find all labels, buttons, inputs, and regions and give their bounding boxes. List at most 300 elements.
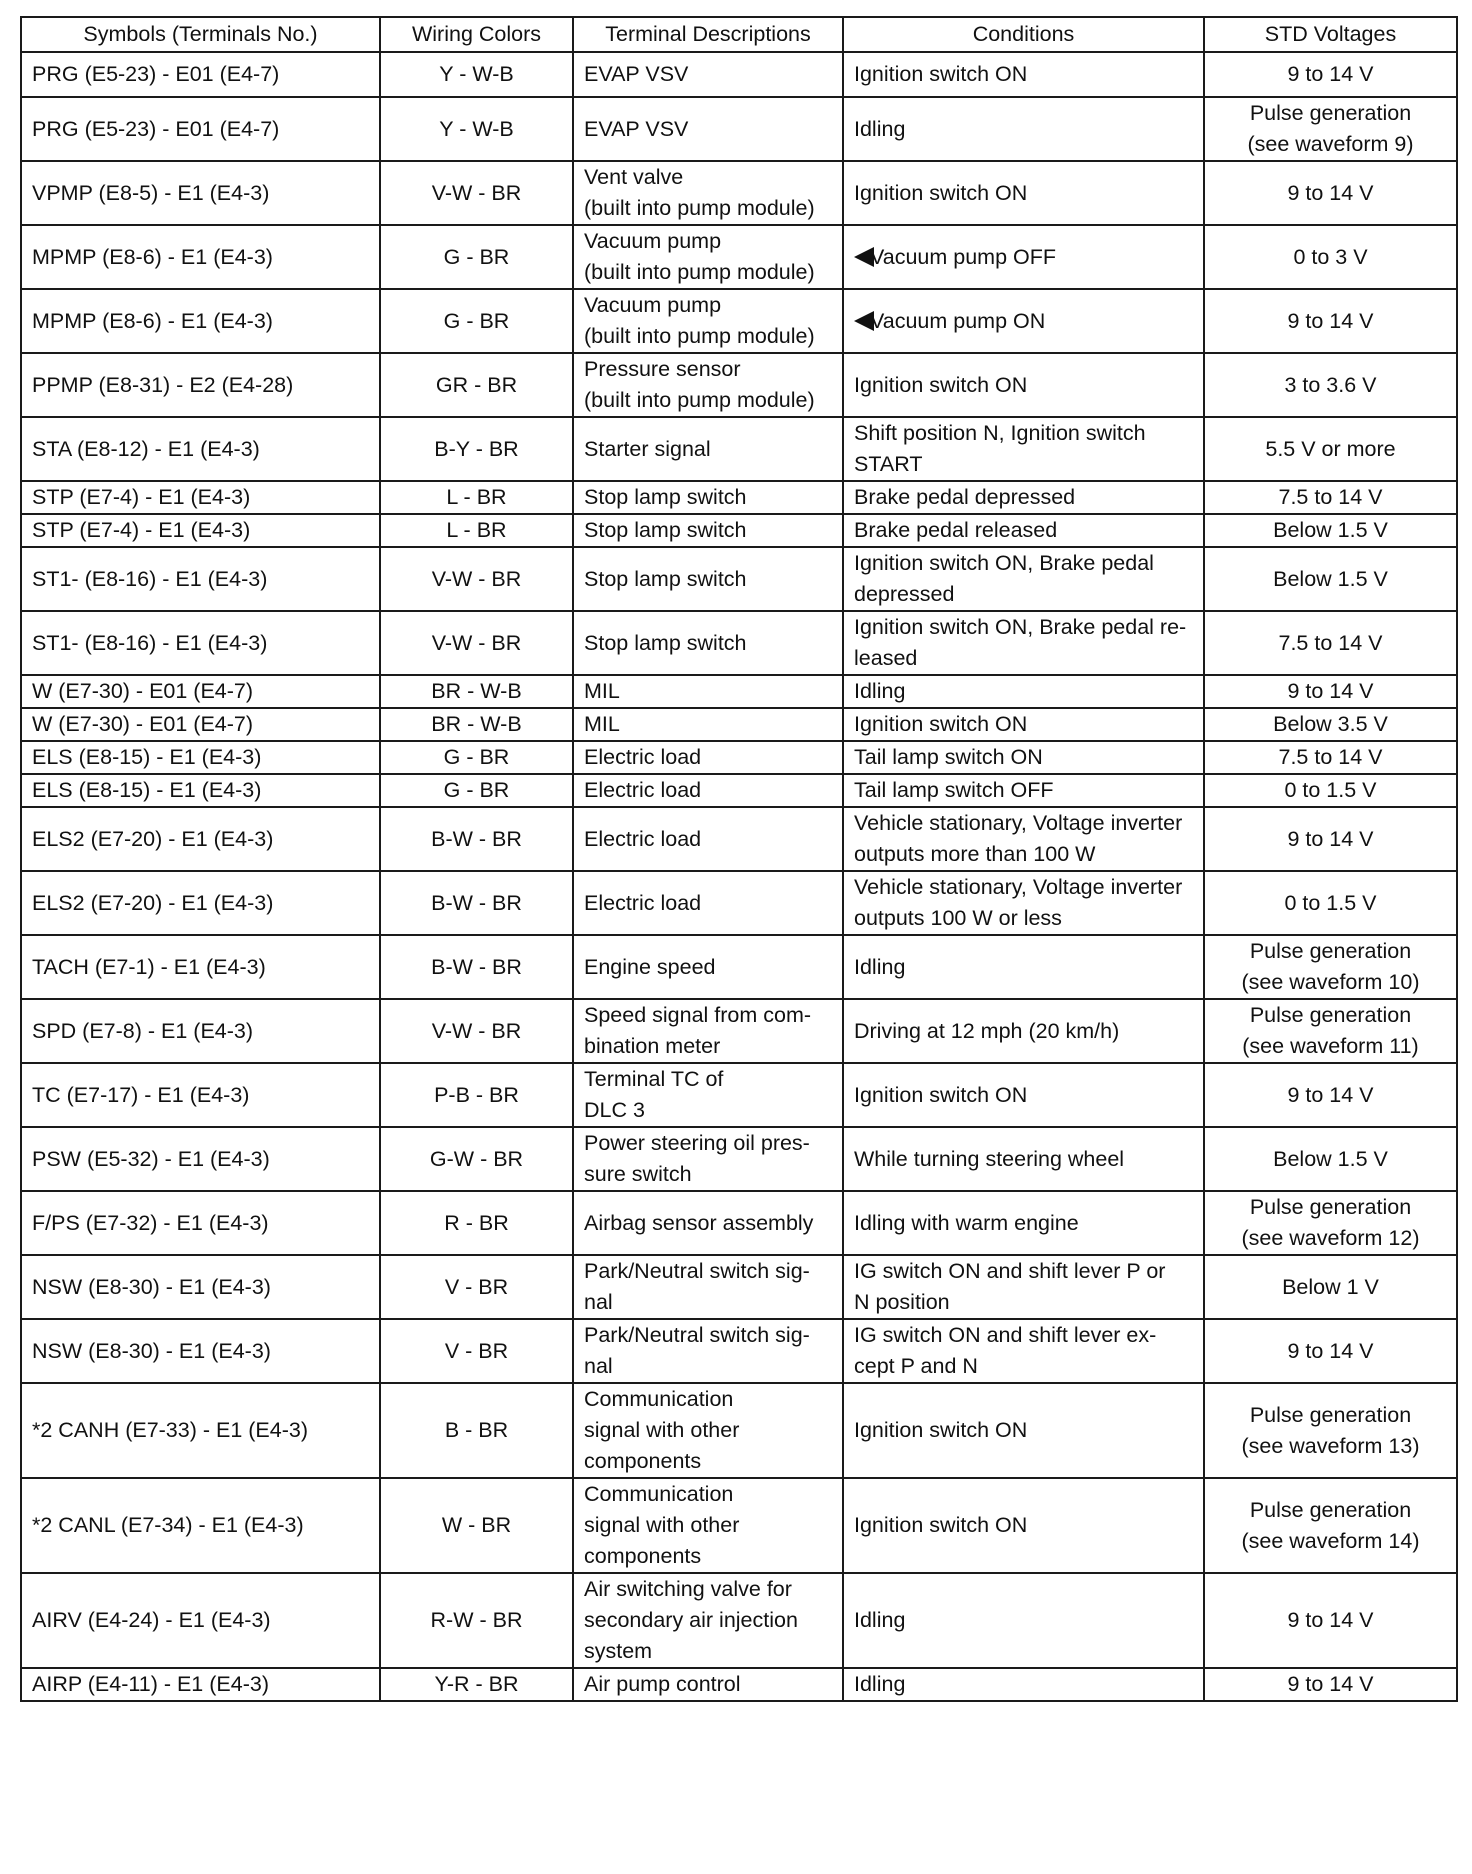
std-voltage-cell	[1204, 1668, 1457, 1701]
symbol-cell-text: STP (E7-4) - E1 (E4-3)	[32, 518, 251, 542]
condition-cell	[843, 1127, 1204, 1191]
std-voltage-cell-text: Below 1.5 V	[1273, 518, 1388, 542]
description-cell-text: Stop lamp switch	[584, 630, 747, 655]
std-voltage-cell-text: Below 1 V	[1282, 1274, 1379, 1299]
table-row	[21, 97, 1457, 161]
symbol-cell	[21, 97, 380, 161]
wiring-color-cell	[380, 1319, 573, 1383]
std-voltage-cell	[1204, 708, 1457, 741]
wiring-color-cell-text: G - BR	[443, 244, 510, 269]
description-cell	[573, 708, 843, 741]
std-voltage-cell-text: 9 to 14 V	[1287, 826, 1374, 851]
symbol-cell	[21, 871, 380, 935]
std-voltage-cell	[1204, 289, 1457, 353]
description-cell	[573, 999, 843, 1063]
symbol-cell-text: TACH (E7-1) - E1 (E4-3)	[32, 954, 266, 979]
wiring-color-cell	[380, 935, 573, 999]
wiring-color-cell	[380, 1191, 573, 1255]
std-voltage-cell-text: Below 1.5 V	[1273, 566, 1388, 591]
table-body	[21, 52, 1457, 1701]
condition-cell	[843, 289, 1204, 353]
description-cell	[573, 514, 843, 547]
symbol-cell-text: ELS (E8-15) - E1 (E4-3)	[32, 778, 262, 802]
wiring-color-cell	[380, 807, 573, 871]
symbol-cell-text: NSW (E8-30) - E1 (E4-3)	[32, 1338, 271, 1363]
condition-cell	[843, 611, 1204, 675]
description-cell	[573, 481, 843, 514]
description-cell-text: Stop lamp switch	[584, 566, 747, 591]
description-cell-text: Park/Neutral switch sig- nal	[584, 1259, 810, 1314]
symbol-cell-text: W (E7-30) - E01 (E4-7)	[32, 679, 254, 703]
std-voltage-cell	[1204, 741, 1457, 774]
std-voltage-cell	[1204, 547, 1457, 611]
header-wiring-colors: Wiring Colors	[380, 17, 573, 52]
condition-cell-text: Ignition switch ON	[854, 62, 1028, 86]
description-cell-text: Stop lamp switch	[584, 485, 747, 509]
condition-cell-text: Ignition switch ON	[854, 1082, 1028, 1107]
std-voltage-cell	[1204, 97, 1457, 161]
condition-cell-text: Vacuum pump ON	[870, 308, 1046, 333]
table-row	[21, 161, 1457, 225]
symbol-cell-text: ELS2 (E7-20) - E1 (E4-3)	[32, 826, 274, 851]
symbol-cell	[21, 1319, 380, 1383]
description-cell-text: Air switching valve for secondary air injection system	[584, 1577, 798, 1663]
condition-cell-text: Ignition switch ON	[854, 372, 1028, 397]
wiring-color-cell-text: Y - W-B	[439, 116, 514, 141]
wiring-color-cell-text: B-W - BR	[431, 890, 522, 915]
std-voltage-cell-text: Pulse generation (see waveform 10)	[1241, 939, 1420, 994]
table-row	[21, 481, 1457, 514]
symbol-cell	[21, 774, 380, 807]
table-row	[21, 1191, 1457, 1255]
std-voltage-cell	[1204, 225, 1457, 289]
symbol-cell-text: *2 CANL (E7-34) - E1 (E4-3)	[32, 1513, 304, 1537]
wiring-color-cell-text: G - BR	[443, 778, 510, 802]
description-cell	[573, 1127, 843, 1191]
std-voltage-cell-text: 7.5 to 14 V	[1278, 745, 1383, 769]
condition-cell-text: Vehicle stationary, Voltage inverter outputs 100 W or less	[854, 875, 1183, 930]
wiring-color-cell-text: Y-R - BR	[434, 1672, 519, 1696]
condition-cell	[843, 52, 1204, 97]
header-terminal-descriptions: Terminal Descriptions	[573, 17, 843, 52]
description-cell	[573, 1191, 843, 1255]
std-voltage-cell-text: Pulse generation (see waveform 9)	[1247, 101, 1414, 156]
condition-cell	[843, 1478, 1204, 1573]
description-cell	[573, 871, 843, 935]
description-cell	[573, 741, 843, 774]
std-voltage-cell	[1204, 1383, 1457, 1478]
table-row	[21, 935, 1457, 999]
symbol-cell-text: ST1- (E8-16) - E1 (E4-3)	[32, 566, 268, 591]
wiring-color-cell	[380, 741, 573, 774]
condition-cell-text: Brake pedal released	[854, 518, 1058, 542]
condition-cell-text: Idling	[854, 116, 906, 141]
wiring-color-cell	[380, 161, 573, 225]
description-cell-text: Air pump control	[584, 1672, 741, 1696]
symbol-cell	[21, 675, 380, 708]
description-cell-text: Park/Neutral switch sig- nal	[584, 1323, 810, 1378]
description-cell-text: Pressure sensor (built into pump module)	[584, 357, 815, 412]
wiring-color-cell-text: W - BR	[441, 1513, 512, 1537]
symbol-cell	[21, 1191, 380, 1255]
condition-cell	[843, 675, 1204, 708]
symbol-cell-text: AIRP (E4-11) - E1 (E4-3)	[32, 1672, 269, 1696]
wiring-color-cell	[380, 289, 573, 353]
symbol-cell-text: TC (E7-17) - E1 (E4-3)	[32, 1082, 250, 1107]
table-row	[21, 289, 1457, 353]
wiring-color-cell-text: V - BR	[444, 1338, 509, 1363]
std-voltage-cell-text: 5.5 V or more	[1265, 436, 1396, 461]
std-voltage-cell	[1204, 1319, 1457, 1383]
symbol-cell	[21, 935, 380, 999]
symbol-cell	[21, 1255, 380, 1319]
description-cell-text: Stop lamp switch	[584, 518, 747, 542]
header-symbols: Symbols (Terminals No.)	[21, 17, 380, 52]
symbol-cell	[21, 225, 380, 289]
symbol-cell	[21, 514, 380, 547]
table-row	[21, 225, 1457, 289]
description-cell	[573, 1319, 843, 1383]
table-row	[21, 741, 1457, 774]
wiring-color-cell-text: Y - W-B	[439, 62, 514, 86]
std-voltage-cell-text: 9 to 14 V	[1287, 62, 1374, 86]
condition-cell	[843, 1255, 1204, 1319]
description-cell	[573, 1063, 843, 1127]
condition-cell-text: Ignition switch ON	[854, 1513, 1028, 1537]
condition-cell	[843, 741, 1204, 774]
condition-cell-text: Tail lamp switch OFF	[854, 778, 1054, 802]
condition-cell-text: Ignition switch ON, Brake pedal depressed	[854, 551, 1154, 606]
symbol-cell	[21, 1668, 380, 1701]
wiring-color-cell	[380, 514, 573, 547]
std-voltage-cell	[1204, 774, 1457, 807]
description-cell-text: Electric load	[584, 745, 702, 769]
table-row	[21, 514, 1457, 547]
symbol-cell	[21, 481, 380, 514]
header-conditions: Conditions	[843, 17, 1204, 52]
table-row	[21, 417, 1457, 481]
wiring-color-cell	[380, 774, 573, 807]
description-cell	[573, 1573, 843, 1668]
description-cell	[573, 225, 843, 289]
description-cell-text: EVAP VSV	[584, 116, 689, 141]
wiring-color-cell	[380, 1478, 573, 1573]
std-voltage-cell-text: 9 to 14 V	[1287, 679, 1374, 703]
symbol-cell-text: MPMP (E8-6) - E1 (E4-3)	[32, 244, 273, 269]
wiring-color-cell	[380, 999, 573, 1063]
std-voltage-cell-text: 0 to 3 V	[1293, 244, 1368, 269]
description-cell-text: MIL	[584, 679, 620, 703]
std-voltage-cell	[1204, 1478, 1457, 1573]
wiring-color-cell	[380, 675, 573, 708]
symbol-cell	[21, 1383, 380, 1478]
std-voltage-cell-text: 9 to 14 V	[1287, 1338, 1374, 1363]
condition-cell-text: Idling	[854, 1672, 906, 1696]
condition-cell-text: Ignition switch ON, Brake pedal re- leased	[854, 615, 1187, 670]
std-voltage-cell-text: Pulse generation (see waveform 13)	[1241, 1402, 1420, 1458]
description-cell	[573, 289, 843, 353]
std-voltage-cell	[1204, 353, 1457, 417]
description-cell	[573, 97, 843, 161]
symbol-cell-text: PRG (E5-23) - E01 (E4-7)	[32, 116, 280, 141]
symbol-cell	[21, 353, 380, 417]
description-cell-text: Vent valve (built into pump module)	[584, 165, 815, 220]
condition-cell	[843, 935, 1204, 999]
table-row	[21, 999, 1457, 1063]
std-voltage-cell	[1204, 1063, 1457, 1127]
wiring-color-cell	[380, 547, 573, 611]
std-voltage-cell-text: 9 to 14 V	[1287, 180, 1374, 205]
table-row	[21, 774, 1457, 807]
description-cell	[573, 161, 843, 225]
symbol-cell	[21, 807, 380, 871]
table-row	[21, 1478, 1457, 1573]
condition-cell-text: Vehicle stationary, Voltage inverter outputs more than 100 W	[854, 811, 1183, 866]
wiring-color-cell-text: BR - W-B	[431, 712, 522, 736]
std-voltage-cell	[1204, 417, 1457, 481]
condition-cell-text: Ignition switch ON	[854, 712, 1028, 736]
wiring-color-cell-text: V-W - BR	[431, 566, 522, 591]
symbol-cell	[21, 289, 380, 353]
terminal-voltage-table	[20, 16, 1458, 1702]
wiring-color-cell	[380, 1127, 573, 1191]
condition-cell	[843, 999, 1204, 1063]
wiring-color-cell-text: B-Y - BR	[434, 436, 519, 461]
condition-cell-text: Idling	[854, 1608, 906, 1632]
table-row	[21, 1255, 1457, 1319]
wiring-color-cell-text: G-W - BR	[429, 1146, 524, 1171]
condition-cell	[843, 225, 1204, 289]
symbol-cell	[21, 52, 380, 97]
description-cell	[573, 611, 843, 675]
terminal-table-page	[20, 16, 1456, 1702]
wiring-color-cell-text: V - BR	[444, 1274, 509, 1299]
condition-cell	[843, 1319, 1204, 1383]
description-cell-text: Starter signal	[584, 436, 711, 461]
std-voltage-cell	[1204, 1191, 1457, 1255]
description-cell	[573, 675, 843, 708]
symbol-cell-text: W (E7-30) - E01 (E4-7)	[32, 712, 254, 736]
table-row	[21, 353, 1457, 417]
wiring-color-cell-text: V-W - BR	[431, 1018, 522, 1043]
condition-cell	[843, 871, 1204, 935]
description-cell	[573, 1255, 843, 1319]
description-cell-text: Electric load	[584, 826, 702, 851]
std-voltage-cell-text: Below 3.5 V	[1273, 712, 1388, 736]
std-voltage-cell	[1204, 611, 1457, 675]
condition-cell-text: IG switch ON and shift lever P or N position	[854, 1259, 1166, 1314]
table-row	[21, 1319, 1457, 1383]
description-cell	[573, 807, 843, 871]
wiring-color-cell	[380, 1668, 573, 1701]
table-row	[21, 1063, 1457, 1127]
table-row	[21, 708, 1457, 741]
description-cell-text: Power steering oil pres- sure switch	[584, 1131, 810, 1186]
table-row	[21, 675, 1457, 708]
wiring-color-cell	[380, 611, 573, 675]
condition-cell	[843, 807, 1204, 871]
wiring-color-cell-text: G - BR	[443, 745, 510, 769]
table-row	[21, 1573, 1457, 1668]
symbol-cell	[21, 417, 380, 481]
wiring-color-cell	[380, 52, 573, 97]
condition-cell	[843, 1573, 1204, 1668]
symbol-cell-text: AIRV (E4-24) - E1 (E4-3)	[32, 1608, 271, 1632]
symbol-cell-text: SPD (E7-8) - E1 (E4-3)	[32, 1018, 254, 1043]
std-voltage-cell-text: Pulse generation (see waveform 12)	[1241, 1195, 1420, 1250]
description-cell-text: Communication signal with other components	[584, 1482, 740, 1568]
description-cell	[573, 1668, 843, 1701]
description-cell	[573, 1383, 843, 1478]
table-row	[21, 52, 1457, 97]
wiring-color-cell-text: V-W - BR	[431, 630, 522, 655]
condition-cell-text: IG switch ON and shift lever ex- cept P and N	[854, 1323, 1157, 1378]
condition-cell	[843, 774, 1204, 807]
description-cell-text: MIL	[584, 712, 620, 736]
description-cell-text: Speed signal from com- bination meter	[584, 1003, 812, 1058]
description-cell	[573, 353, 843, 417]
condition-cell	[843, 481, 1204, 514]
std-voltage-cell-text: Pulse generation (see waveform 14)	[1241, 1497, 1420, 1553]
wiring-color-cell	[380, 1063, 573, 1127]
wiring-color-cell-text: BR - W-B	[431, 679, 522, 703]
condition-cell-text: Ignition switch ON	[854, 180, 1028, 205]
wiring-color-cell	[380, 481, 573, 514]
table-row	[21, 807, 1457, 871]
symbol-cell-text: PSW (E5-32) - E1 (E4-3)	[32, 1146, 270, 1171]
condition-cell-text: While turning steering wheel	[854, 1146, 1125, 1171]
description-cell-text: Vacuum pump (built into pump module)	[584, 293, 815, 348]
wiring-color-cell-text: V-W - BR	[431, 180, 522, 205]
table-row	[21, 1668, 1457, 1701]
std-voltage-cell	[1204, 52, 1457, 97]
symbol-cell-text: ELS2 (E7-20) - E1 (E4-3)	[32, 890, 274, 915]
std-voltage-cell	[1204, 999, 1457, 1063]
std-voltage-cell	[1204, 1573, 1457, 1668]
wiring-color-cell-text: L - BR	[446, 518, 507, 542]
wiring-color-cell-text: GR - BR	[435, 372, 518, 397]
std-voltage-cell-text: 9 to 14 V	[1287, 1608, 1374, 1632]
wiring-color-cell-text: B - BR	[444, 1418, 509, 1442]
std-voltage-cell-text: Below 1.5 V	[1273, 1146, 1388, 1171]
condition-cell	[843, 514, 1204, 547]
std-voltage-cell-text: 0 to 1.5 V	[1284, 778, 1377, 802]
symbol-cell	[21, 611, 380, 675]
std-voltage-cell-text: 0 to 1.5 V	[1284, 890, 1377, 915]
wiring-color-cell-text: R-W - BR	[430, 1608, 523, 1632]
condition-cell-text: Shift position N, Ignition switch START	[854, 421, 1146, 476]
std-voltage-cell	[1204, 161, 1457, 225]
symbol-cell-text: PRG (E5-23) - E01 (E4-7)	[32, 62, 280, 86]
condition-cell-text: Driving at 12 mph (20 km/h)	[854, 1018, 1120, 1043]
std-voltage-cell	[1204, 807, 1457, 871]
symbol-cell-text: *2 CANH (E7-33) - E1 (E4-3)	[32, 1418, 308, 1442]
symbol-cell-text: STA (E8-12) - E1 (E4-3)	[32, 436, 260, 461]
symbol-cell	[21, 547, 380, 611]
condition-cell	[843, 708, 1204, 741]
condition-cell-text: Tail lamp switch ON	[854, 745, 1043, 769]
std-voltage-cell-text: Pulse generation (see waveform 11)	[1242, 1003, 1419, 1058]
std-voltage-cell	[1204, 871, 1457, 935]
symbol-cell	[21, 1573, 380, 1668]
condition-cell-text: Vacuum pump OFF	[870, 244, 1056, 269]
condition-cell	[843, 1063, 1204, 1127]
wiring-color-cell	[380, 1573, 573, 1668]
std-voltage-cell	[1204, 1127, 1457, 1191]
wiring-color-cell-text: B-W - BR	[431, 826, 522, 851]
std-voltage-cell-text: 9 to 14 V	[1287, 1082, 1374, 1107]
std-voltage-cell-text: 9 to 14 V	[1287, 1672, 1374, 1696]
description-cell	[573, 52, 843, 97]
symbol-cell-text: ELS (E8-15) - E1 (E4-3)	[32, 745, 262, 769]
wiring-color-cell-text: L - BR	[446, 485, 507, 509]
wiring-color-cell	[380, 708, 573, 741]
condition-cell-text: Idling	[854, 679, 906, 703]
description-cell-text: Terminal TC of DLC 3	[584, 1067, 724, 1122]
description-cell	[573, 547, 843, 611]
symbol-cell-text: NSW (E8-30) - E1 (E4-3)	[32, 1274, 271, 1299]
header-std-voltages: STD Voltages	[1204, 17, 1457, 52]
description-cell-text: Communication signal with other components	[584, 1387, 740, 1473]
wiring-color-cell	[380, 417, 573, 481]
wiring-color-cell-text: G - BR	[443, 308, 510, 333]
wiring-color-cell-text: B-W - BR	[431, 954, 522, 979]
condition-cell	[843, 1191, 1204, 1255]
condition-cell	[843, 97, 1204, 161]
description-cell	[573, 935, 843, 999]
description-cell	[573, 417, 843, 481]
description-cell	[573, 774, 843, 807]
description-cell-text: Vacuum pump (built into pump module)	[584, 229, 815, 284]
table-row	[21, 871, 1457, 935]
description-cell-text: Electric load	[584, 778, 702, 802]
symbol-cell	[21, 741, 380, 774]
std-voltage-cell	[1204, 935, 1457, 999]
symbol-cell	[21, 1063, 380, 1127]
description-cell-text: EVAP VSV	[584, 62, 689, 86]
symbol-cell-text: ST1- (E8-16) - E1 (E4-3)	[32, 630, 268, 655]
description-cell	[573, 1478, 843, 1573]
symbol-cell	[21, 708, 380, 741]
std-voltage-cell-text: 7.5 to 14 V	[1278, 630, 1383, 655]
wiring-color-cell	[380, 1255, 573, 1319]
wiring-color-cell	[380, 97, 573, 161]
symbol-cell-text: STP (E7-4) - E1 (E4-3)	[32, 485, 251, 509]
condition-cell	[843, 1383, 1204, 1478]
table-row	[21, 1383, 1457, 1478]
wiring-color-cell-text: R - BR	[444, 1210, 509, 1235]
symbol-cell	[21, 999, 380, 1063]
std-voltage-cell	[1204, 514, 1457, 547]
condition-cell-text: Brake pedal depressed	[854, 485, 1076, 509]
std-voltage-cell	[1204, 481, 1457, 514]
condition-cell	[843, 547, 1204, 611]
condition-cell	[843, 353, 1204, 417]
symbol-cell	[21, 1127, 380, 1191]
table-row	[21, 547, 1457, 611]
table-row	[21, 611, 1457, 675]
wiring-color-cell	[380, 1383, 573, 1478]
table-row	[21, 1127, 1457, 1191]
condition-cell-text: Ignition switch ON	[854, 1418, 1028, 1442]
table-header-row	[21, 17, 1457, 52]
symbol-cell-text: PPMP (E8-31) - E2 (E4-28)	[32, 372, 294, 397]
condition-cell	[843, 161, 1204, 225]
std-voltage-cell-text: 7.5 to 14 V	[1278, 485, 1383, 509]
wiring-color-cell	[380, 225, 573, 289]
wiring-color-cell-text: P-B - BR	[434, 1082, 519, 1107]
std-voltage-cell-text: 3 to 3.6 V	[1284, 372, 1377, 397]
